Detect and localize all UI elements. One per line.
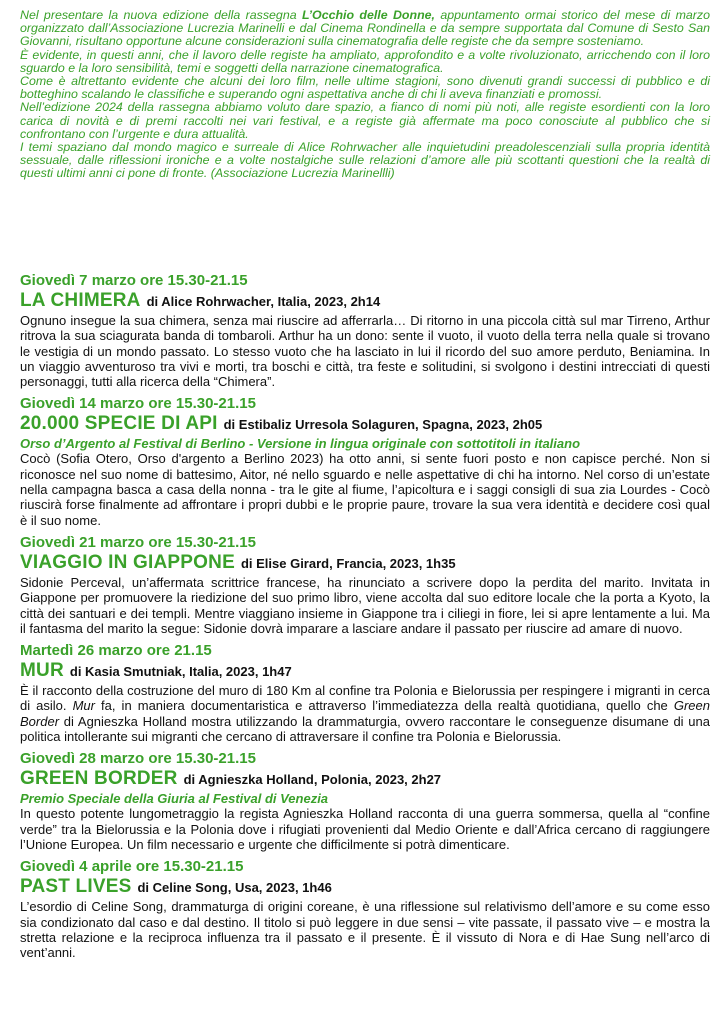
film-title-line <box>20 768 710 791</box>
film-title-line <box>20 876 710 899</box>
intro-paragraph: I temi spaziano dal mondo magico e surreale di Alice Rohrwacher alle inquietudini preadolescenziali sulla propria identità sessuale, dalle riflessioni ironiche e a volte nostalgiche sulle relazioni d’amore alle più scottanti questioni che la realtà di questi ultimi anni ci pone di fronte. (Associazione Lucrezia Marinellli) <box>20 140 710 181</box>
film-title: VIAGGIO IN GIAPPONE <box>20 551 235 573</box>
film-list <box>20 272 710 963</box>
film-description: In questo potente lungometraggio la regista Agnieszka Holland racconta di una guerra sommersa, quella al “confine verde” tra la Bielorussia e la Polonia dove i rifugiati provenienti dal Medio Oriente e dall’Africa cercano di raggiungere l’Unione Europea. Un film necessario e urgente che difficilmente si potrà dimenticare. <box>20 806 710 852</box>
film-credits: di Celine Song, Usa, 2023, 1h46 <box>137 880 332 896</box>
screening-date: Giovedì 7 marzo ore 15.30-21.15 <box>20 272 248 289</box>
film-description: Ognuno insegue la sua chimera, senza mai riuscire ad afferrarla… Di ritorno in una piccola città sul mar Tirreno, Arthur ritrova la sua sciagurata banda di tombaroli. Arthur ha un dono: sente il vuoto, il vuoto della terra nella quale si trovano le vestigia di un mondo passato. Lo stesso vuoto che ha lasciato in lui il ricordo del suo amore perduto, Beniamina. In un viaggio avventuroso tra vivi e morti, tra boschi e città, tra feste e solitudini, si svolgono i destini intrecciati di questi personaggi, tutti alla ricerca della “Chimera”. <box>20 313 710 390</box>
film-description: Sidonie Perceval, un’affermata scrittrice francese, ha rinunciato a scrivere dopo la perdita del marito. Invitata in Giappone per promuovere la riedizione del suo primo libro, viene accolta dal suo editore locale che la porta a Kyoto, la città dei santuari e dei templi. Mentre viaggiano insieme in Giappone tra i ciliegi in fiore, lei si apre lentamente a lui. Ma il fantasma del marito la segue: Sidonie dovrà imparare a lasciare andare il passato per riuscire ad amare di nuovo. <box>20 574 710 636</box>
film-description <box>20 683 710 744</box>
film-credits: di Estibaliz Urresola Solaguren, Spagna, 2023, 2h05 <box>223 417 543 433</box>
desc-segment: È il racconto della costruzione del muro di 180 Km al confine tra Polonia e Bielorussia per respingere i migranti in cerca di asilo. <box>20 683 710 714</box>
film-title-line <box>20 413 710 436</box>
film-entry-viaggio-in-giappone <box>20 534 710 636</box>
film-award: Orso d’Argento al Festival di Berlino - Versione in lingua originale con sottotitoli in italiano <box>20 436 581 452</box>
film-entry-la-chimera <box>20 272 710 389</box>
film-entry-past-lives <box>20 858 710 960</box>
film-entry-20000-specie-di-api <box>20 395 710 527</box>
intro-text-segment: appuntamento ormai storico del mese di marzo organizzato dall’Associazione Lucrezia Marinelli e dal Cinema Rondinella e da sempre supportata dal Comune di Sesto San Giovanni, risultano opportune alcune considerazioni sulla cinematografia delle registe che da sempre sosteniamo. <box>20 8 711 49</box>
intro-text-segment: Nel presentare la nuova edizione della rassegna <box>20 8 302 22</box>
film-credits: di Kasia Smutniak, Italia, 2023, 1h47 <box>69 664 292 680</box>
film-award: Premio Speciale della Giuria al Festival di Venezia <box>20 791 329 807</box>
film-title: 20.000 SPECIE DI API <box>20 413 218 435</box>
film-entry-green-border <box>20 750 710 852</box>
desc-film-ref: Mur <box>72 698 95 714</box>
screening-date: Giovedì 14 marzo ore 15.30-21.15 <box>20 395 256 413</box>
film-credits: di Alice Rohrwacher, Italia, 2023, 2h14 <box>146 294 381 309</box>
film-title: GREEN BORDER <box>20 768 178 790</box>
desc-segment: fa, in maniera documentaristica e attraverso l’immediatezza della realtà quotidiana, quello che <box>94 698 674 714</box>
film-title: MUR <box>20 660 64 682</box>
screening-date: Martedì 26 marzo ore 21.15 <box>20 642 212 660</box>
screening-date: Giovedì 4 aprile ore 15.30-21.15 <box>20 858 244 876</box>
rassegna-name: L’Occhio delle Donne, <box>301 8 435 22</box>
screening-date: Giovedì 28 marzo ore 15.30-21.15 <box>20 750 256 768</box>
film-description: Cocò (Sofia Otero, Orso d'argento a Berlino 2023) ha otto anni, si sente fuori posto e non capisce perché. Non si riconosce nel suo nome di battesimo, Aitor, né nello sguardo e nelle aspettative di chi ha intorno. Nel corso di un’estate nella campagna basca a casa della nonna - tra le gite al fiume, l’apicoltura e i saggi consigli di sua zia Lourdes - Cocò riuscirà forse finalmente ad affrontare i propri dubbi e le proprie paure, trovare la sua vera identità e decidere così qual è il suo nome. <box>20 451 710 528</box>
desc-film-ref: Green Border <box>20 698 710 729</box>
intro-paragraph: Nell’edizione 2024 della rassegna abbiamo voluto dare spazio, a fianco di nomi più noti, alle registe esordienti con la loro carica di novità e di premi raccolti nei vari festival, e a registe già affermate ma poco conosciute al pubblico che si confrontano con l’urgente e dura attualità. <box>20 100 710 141</box>
intro-text <box>20 9 710 181</box>
film-credits: di Elise Girard, Francia, 2023, 1h35 <box>240 555 456 571</box>
film-description: L’esordio di Celine Song, drammaturga di origini coreane, è una riflessione sul relativismo dell’amore e su come esso sia condizionato dal caso e dal destino. Il titolo si può leggere in due sensi – vite passate, il passato vive – e mostra la stretta relazione e la reciproca influenza tra il passato e il presente. È il vissuto di Nora e di Hae Sung nell’arco di vent’anni. <box>20 899 710 961</box>
intro-paragraph: Come è altrettanto evidente che alcuni dei loro film, nelle ultime stagioni, sono divenuti grandi successi di pubblico e di botteghino scalando le classifiche e superando ogni aspettativa anche di chi li aveva finanziati e promossi. <box>20 74 710 102</box>
film-title-line <box>20 552 710 575</box>
screening-date: Giovedì 21 marzo ore 15.30-21.15 <box>20 533 256 551</box>
film-entry-mur <box>20 642 710 744</box>
film-title-line <box>20 290 710 313</box>
film-title: LA CHIMERA <box>20 290 141 311</box>
intro-paragraph: È evidente, in questi anni, che il lavoro delle registe ha ampliato, approfondito e a volte rivoluzionato, arricchendo con il loro sguardo e la loro sensibilità, temi e soggetti della narrazione cinematografica. <box>20 47 710 75</box>
film-title: PAST LIVES <box>20 876 132 898</box>
film-title-line <box>20 660 710 683</box>
desc-segment: di Agnieszka Holland mostra utilizzando la drammaturgia, ovvero raccontare le conseguenze disumane di una politica intollerante sui migranti che cercano di attraversare il confine tra Polonia e Bielorussia. <box>20 713 710 745</box>
film-credits: di Agnieszka Holland, Polonia, 2023, 2h27 <box>183 772 442 788</box>
intro-paragraph <box>20 9 710 49</box>
